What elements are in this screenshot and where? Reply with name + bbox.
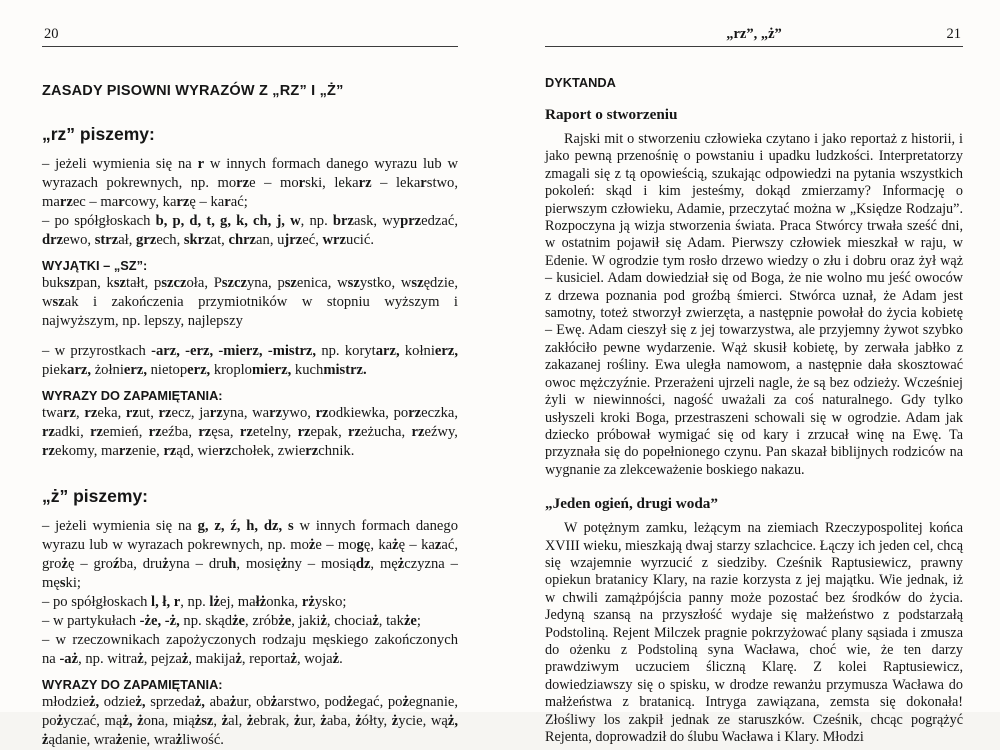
page-header-right [545, 24, 963, 47]
rule-paragraph: – jeżeli wymienia się na g, z, ź, h, dz, s w innych formach danego wyrazu lub w wyrazach pokrewnych, np. może – mogę, każę – kazać, grożę – groźba, drużyna – druh, mosiężny – mosiądz, mężczyzna – męski; [42, 518, 458, 591]
dictation-paragraph: Rajski mit o stworzeniu człowieka czytano i jako reportaż z historii, i jako pewną przenośnię o powstaniu i upadku ludzkości. Interpretatorzy zmagali się z tą opowieścią, szukając odpowiedzi na pytania wszystkich pokoleń: skąd i kim jesteśmy, dokąd zmierzamy? Informację o pierwszym człowieku, Adamie, przeczytać można w „Księdze Rodzaju”. Rozpoczyna ją wizja stworzenia świata. Praca Stwórcy trwała sześć dni, w ostatnim pojawił się Adam. Pierwszy człowiek mieszkał w raju, w Edenie. W ogrodzie tym rosło drzewo wiedzy o złu i dobru oraz żył wąż – kusiciel. Adam dowiedział się od Boga, że nie wolno mu jeść owoców z drzewa poznania pod groźbą śmierci. Stwórca uznał, że Adam jest samotny, toteż stworzył zwierzęta, a następnie powołał do życia kobietę – Ewę. Adam cieszył się z jej towarzystwa, ale przyjemny żywot szybko zakłóciło pewne wydarzenie. Wąż skusił kobietę, by zerwała jabłko z zakazanej rośliny. Ewa uległa namowom, a następnie dała skosztować owoc mężczyźnie. Przerażeni ujrzeli nagle, że są bez odzieży. Wcześniej żyli w niewinności, nagość uważali za coś naturalnego. Gdy tylko usłyszeli kroki Boga, przestraszeni schowali się w ogrodzie. Adam jak dziecko próbował wymigać się od kary i zrzucał winę na Ewę. Ta przyznała się do popełnionego czynu. Pan skazał biblijnych rodziców na wygnanie za zlekceważenie boskiego nakazu. [545, 131, 963, 478]
rule-section-heading: „rz” piszemy: [42, 124, 155, 144]
rule-paragraph: – w partykułach -że, -ż, np. skądże, zróbże, jakiż, chociaż, także; [42, 613, 421, 629]
running-head: „rz”, „ż” [726, 26, 782, 42]
chapter-title: ZASADY PISOWNI WYRAZÓW Z „RZ” I „Ż” [42, 83, 344, 99]
dictation-paragraph: W potężnym zamku, leżącym na ziemiach Rzeczypospolitej końca XVIII wieku, mieszkają dwaj starzy szlachcice. Łączy ich jeden cel, chcą się wzajemnie wyrzucić z siedziby. Cześnik Raptusiewicz, prawny opiekun bratanicy Klary, na razie korzysta z jej majątku. Wie jednak, iż w chwili zamążpójścia panny może pozostać bez środków do życia. Jedyną szansą na przyszłość wydaje się małżeństwo z podstarzałą Podstoliną. Rejent Milczek pragnie pokrzyżować plany sąsiada i zmusza do ożenku z Podstoliną syna Wacława, choć wie, że ten darzy prawdziwym uczuciem śliczną Klarę. Z kolei Raptusiewicz, dowiedziawszy się o spisku, w drodze rewanżu przymusza Wacława do małżeństwa z bratanicą. Intryga zawiązana, zemsta się dokonała! Złośliwy los zakpił jednak ze staruszków. Cześnik, chcąc pogrążyć Rejenta, doprowadził do ślubu Wacława i Klary. Młodzi [545, 520, 963, 745]
subheading: WYJĄTKI – „SZ”: [42, 258, 148, 273]
page-right [545, 24, 963, 746]
dictation-title: Raport o stworzeniu [545, 106, 678, 123]
page-header-left [42, 24, 458, 47]
rule-section-heading: „ż” piszemy: [42, 486, 148, 506]
dyktanda-label: DYKTANDA [545, 75, 616, 90]
rule-paragraph: – w rzeczownikach zapożyczonych rodzaju męskiego zakończonych na -aż, np. witraż, pejzaż, makijaż, reportaż, wojaż. [42, 632, 458, 667]
subheading: WYRAZY DO ZAPAMIĘTANIA: [42, 677, 223, 692]
dictations [545, 106, 963, 746]
rule-paragraph: – po spółgłoskach b, p, d, t, g, k, ch, j, w, np. brzask, wyprzedzać, drzewo, strzał, grzech, skrzat, chrzan, ujrzeć, wrzucić. [42, 213, 459, 248]
dictation-title: „Jeden ogień, drugi woda” [545, 495, 718, 513]
rule-paragraph: – po spółgłoskach l, ł, r, np. lżej, małżonka, rżysko; [42, 594, 347, 610]
page-number-right: 21 [946, 26, 961, 42]
rule-paragraph: twarz, rzeka, rzut, rzecz, jarzyna, warzywo, rzodkiewka, porzeczka, rzadki, rzemień, rzeźba, rzęsa, rzetelny, rzepak, rzeżucha, rzeźwy, rzekomy, marzenie, rząd, wierzchołek, zwierzchnik. [42, 405, 459, 459]
rule-paragraph: – w przyrostkach -arz, -erz, -mierz, -mistrz, np. korytarz, kołnierz, piekarz, żołnierz, nietoperz, kroplomierz, kuchmistrz. [42, 343, 458, 378]
subheading: WYRAZY DO ZAPAMIĘTANIA: [42, 388, 223, 403]
page-left [42, 24, 458, 750]
rule-paragraph: – jeżeli wymienia się na r w innych formach danego wyrazu lub w wyrazach pokrewnych, np. morze – morski, lekarz – lekarstwo, marzec – marcowy, karzę – karać; [42, 156, 458, 210]
page-number-left: 20 [44, 26, 59, 42]
rule-paragraph: bukszpan, kształt, pszczoła, Pszczyna, pszenica, wszystko, wszędzie, wszak i zakończenia przymiotników w stopniu wyższym i najwyższym, np. lepszy, najlepszy [42, 275, 459, 329]
rule-paragraph: młodzież, odzież, sprzedaż, abażur, obżarstwo, podżegać, pożegnanie, pożyczać, mąż, żona, miąższ, żal, żebrak, żur, żaba, żółty, życie, wąż, żądanie, wrażenie, wrażliwość. [42, 694, 458, 748]
rules-sections [42, 124, 458, 750]
